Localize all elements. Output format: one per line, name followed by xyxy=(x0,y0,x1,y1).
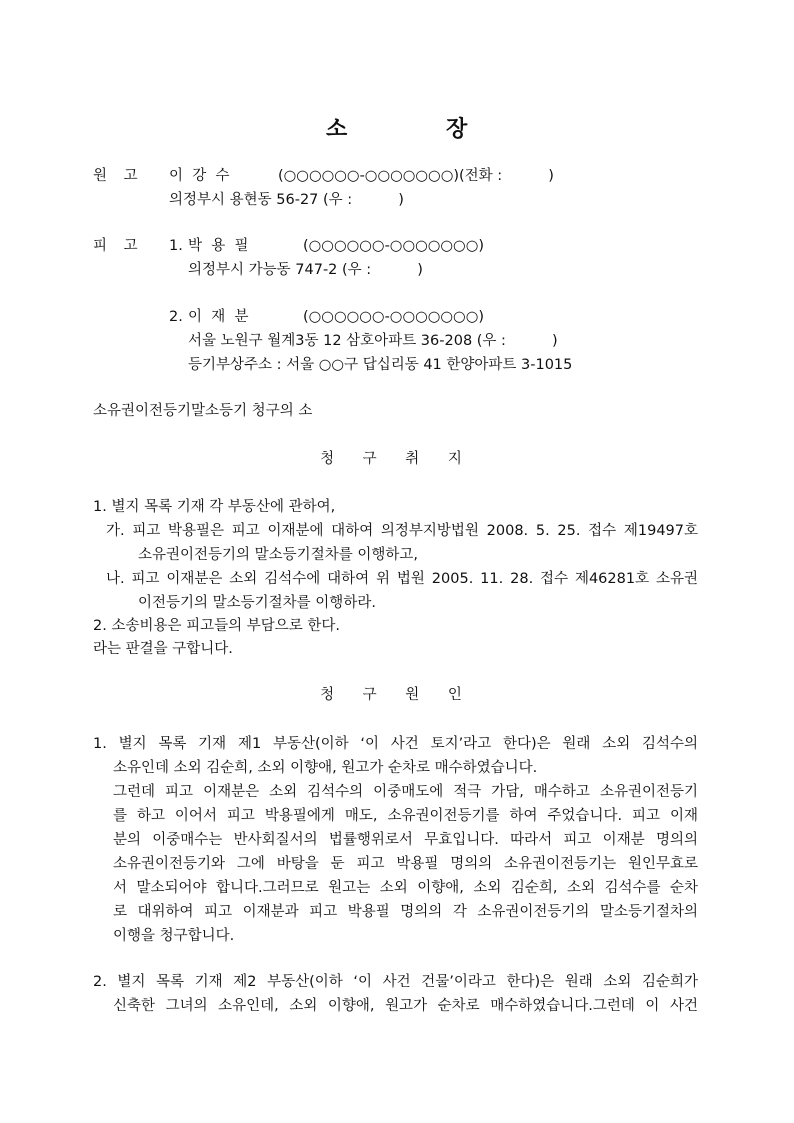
claim-cause-line: 이행을 청구합니다. xyxy=(113,928,235,944)
claim-cause-line: 소유인데 소외 김순희, 소외 이향애, 원고가 순차로 매수하였습니다. xyxy=(113,760,538,776)
case-name: 소유권이전등기말소등기 청구의 소 xyxy=(93,403,313,419)
claim-purpose-line: 나. 피고 이재분은 소외 김석수에 대하여 위 법원 2005. 11. 28. 접수 제46281호 소유권 xyxy=(106,571,698,587)
defendant-2-registry-address: 등기부상주소 : 서울 ○○구 답십리동 41 한양아파트 3-1015 xyxy=(188,357,573,373)
claim-cause-line: 2. 별지 목록 기재 제2 부동산(이하 ‘이 사건 건물’이라고 한다)은 원래 소외 김순희가 xyxy=(93,974,698,990)
claim-cause-line: 분의 이중매수는 반사회질서의 법률행위로서 무효입니다. 따라서 피고 이재분 명의의 xyxy=(113,832,698,848)
claim-cause-line: 로 대위하여 피고 이재분과 피고 박용필 명의의 각 소유권이전등기의 말소등기절차의 xyxy=(113,904,698,920)
defendant-2-address: 서울 노원구 월계3동 12 삼호아파트 36-208 (우 : ) xyxy=(188,333,558,349)
claim-purpose-line: 1. 별지 목록 기재 각 부동산에 관하여, xyxy=(93,499,336,515)
plaintiff-id-phone: (○○○○○○-○○○○○○○)(전화 : ) xyxy=(278,168,554,184)
claim-purpose-line: 소유권이전등기의 말소등기절차를 이행하고, xyxy=(138,547,418,563)
title-char-2: 장 xyxy=(446,117,468,142)
claim-cause-line: 1. 별지 목록 기재 제1 부동산(이하 ‘이 사건 토지’라고 한다)은 원래 소외 김석수의 xyxy=(93,736,698,752)
defendant-2-id: (○○○○○○-○○○○○○○) xyxy=(303,309,485,325)
document-title xyxy=(0,112,794,142)
defendant-1-address: 의정부시 가능동 747-2 (우 : ) xyxy=(188,262,423,278)
claim-purpose-line: 2. 소송비용은 피고들의 부담으로 한다. xyxy=(93,618,340,634)
claim-purpose-line: 이전등기의 말소등기절차를 이행하라. xyxy=(138,595,376,611)
claim-purpose-line: 가. 피고 박용필은 피고 이재분에 대하여 의정부지방법원 2008. 5. 25. 접수 제19497호 xyxy=(106,523,698,539)
plaintiff-name: 이 강 수 xyxy=(169,168,230,184)
plaintiff-address: 의정부시 용현동 56-27 (우 : ) xyxy=(169,192,404,208)
defendant-1-number: 1. xyxy=(169,238,183,254)
claim-cause-line: 서 말소되어야 합니다.그러므로 원고는 소외 이향애, 소외 김순희, 소외 김석수를 순차 xyxy=(113,880,698,896)
title-char-1: 소 xyxy=(326,117,348,142)
claim-cause-line: 소유권이전등기와 그에 바탕을 둔 피고 박용필 명의의 소유권이전등기는 원인무효로 xyxy=(113,856,698,872)
defendant-1-id: (○○○○○○-○○○○○○○) xyxy=(303,238,485,254)
plaintiff-label: 원 고 xyxy=(93,168,144,184)
claim-purpose-heading: 청 구 취 지 xyxy=(320,451,474,467)
defendant-label: 피 고 xyxy=(93,238,144,254)
claim-cause-line: 그런데 피고 이재분은 소외 김석수의 이중매도에 적극 가담, 매수하고 소유권이전등기 xyxy=(113,784,698,800)
defendant-2-number: 2. xyxy=(169,309,183,325)
claim-purpose-line: 라는 판결을 구합니다. xyxy=(93,641,233,657)
claim-cause-line: 신축한 그녀의 소유인데, 소외 이향애, 원고가 순차로 매수하였습니다.그런데 이 사건 xyxy=(113,998,698,1014)
defendant-1-name: 박 용 필 xyxy=(188,238,249,254)
defendant-2-name: 이 재 분 xyxy=(188,309,249,325)
claim-cause-line: 를 하고 이어서 피고 박용필에게 매도, 소유권이전등기를 하여 주었습니다. 피고 이재 xyxy=(113,808,698,824)
claim-cause-heading: 청 구 원 인 xyxy=(320,687,474,703)
